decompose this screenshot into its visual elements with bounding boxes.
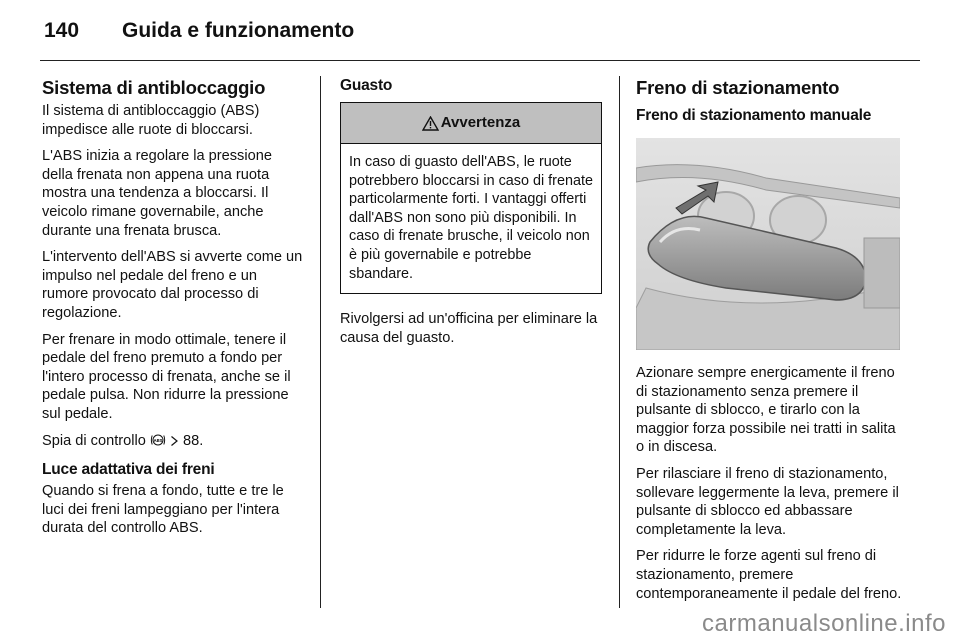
warning-text: In caso di guasto dell'ABS, le ruote potrebbero bloccarsi in caso di frenate particolarmente forti. I vantaggi offerti dall'ABS non sono più disponibili. In caso di frenate brusche, il veicolo non è più governabile e potrebbe sbandare. bbox=[349, 154, 593, 282]
warning-header bbox=[341, 103, 601, 144]
svg-text:ABS: ABS bbox=[153, 437, 163, 443]
parking-brake-illustration bbox=[636, 138, 900, 350]
column-divider-2 bbox=[619, 76, 620, 608]
column-divider-1 bbox=[320, 76, 321, 608]
control-lamp-text: Spia di controllo bbox=[42, 432, 146, 449]
column-left bbox=[42, 76, 304, 546]
control-lamp-page-ref: 88. bbox=[183, 432, 204, 449]
manual-parking-brake-title: Freno di stazionamento manuale bbox=[636, 107, 872, 124]
parking-brake-paragraph-1: Azionare sempre energicamente il freno di stazionamento senza premere il pulsante di sblocco, e tirarlo con la maggior forza possibile nei tratti in salita o in discesa. bbox=[636, 365, 896, 456]
adaptive-brake-light-paragraph: Quando si frena a fondo, tutte e tre le luci dei freni lampeggiano per l'intera durata del controllo ABS. bbox=[42, 483, 284, 537]
warning-box bbox=[340, 102, 602, 294]
abs-section-title: Sistema di antibloccaggio bbox=[42, 77, 266, 98]
abs-paragraph-3: L'intervento dell'ABS si avverte come un impulso nel pedale del freno e un rumore provocato dal processo di regolazione. bbox=[42, 249, 303, 321]
adaptive-brake-light-title: Luce adattativa dei freni bbox=[42, 461, 215, 479]
watermark: carmanualsonline.info bbox=[702, 610, 946, 637]
abs-warning-lamp-icon bbox=[150, 433, 166, 453]
warning-label: Avvertenza bbox=[440, 113, 521, 131]
page-reference-arrow-icon bbox=[170, 434, 179, 453]
parking-brake-lever-image bbox=[636, 138, 900, 350]
parking-brake-title: Freno di stazionamento bbox=[636, 77, 840, 98]
chapter-title: Guida e funzionamento bbox=[122, 19, 355, 42]
header-rule bbox=[40, 60, 920, 61]
page-header bbox=[44, 14, 354, 48]
warning-triangle-icon bbox=[422, 116, 439, 131]
abs-paragraph-2: L'ABS inizia a regolare la pressione della frenata non appena una ruota mostra una tendenza a bloccarsi. Il veicolo rimane governabile, anche durante una frenata brusca. bbox=[42, 148, 272, 239]
parking-brake-paragraph-2: Per rilasciare il freno di stazionamento, sollevare leggermente la leva, premere il pulsante di sblocco ed abbassare completamente la leva. bbox=[636, 465, 899, 538]
abs-paragraph-4: Per frenare in modo ottimale, tenere il pedale del freno premuto a fondo per l'intero processo di frenata, anche se il pedale pulsa. Non ridurre la pressione sul pedale. bbox=[42, 331, 291, 422]
fault-section-title: Guasto bbox=[340, 77, 393, 94]
column-right bbox=[636, 76, 902, 611]
abs-paragraph-1: Il sistema di antibloccaggio (ABS) impedisce alle ruote di bloccarsi. bbox=[42, 103, 260, 138]
fault-paragraph: Rivolgersi ad un'officina per eliminare la causa del guasto. bbox=[340, 311, 598, 346]
page-number: 140 bbox=[44, 19, 80, 42]
control-lamp-reference bbox=[42, 432, 304, 453]
column-middle bbox=[340, 76, 602, 355]
parking-brake-paragraph-3: Per ridurre le forze agenti sul freno di stazionamento, premere contemporaneamente il pedale del freno. bbox=[636, 548, 902, 602]
